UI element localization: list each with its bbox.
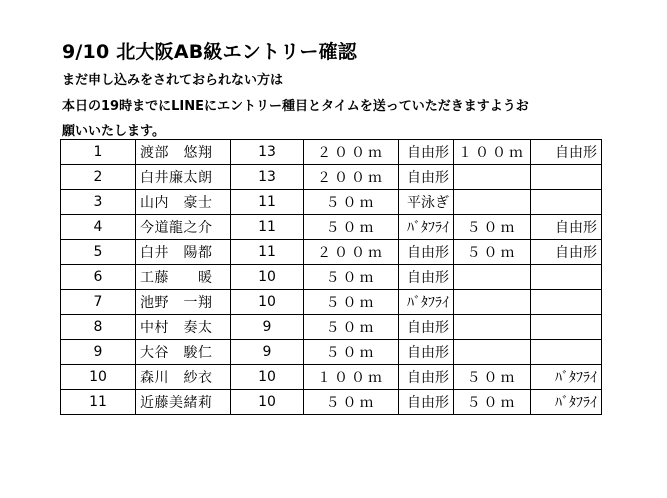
event-2-distance: １００ｍ [454,140,531,165]
swimmer-name: 近藤美緒莉 [136,390,231,415]
event-2-stroke [531,265,602,290]
entry-number: 3 [61,190,136,215]
table-row [61,365,602,390]
table-row [61,215,602,240]
swimmer-grade: 13 [231,165,304,190]
event-2-distance [454,165,531,190]
event-2-distance [454,190,531,215]
event-1-distance: ２００ｍ [304,140,399,165]
event-2-stroke: 自由形 [531,240,602,265]
swimmer-name: 工藤 暖 [136,265,231,290]
event-1-stroke: 自由形 [399,265,454,290]
entry-number: 8 [61,315,136,340]
event-1-distance: ５０ｍ [304,315,399,340]
event-1-distance: ５０ｍ [304,190,399,215]
notice-line-1: まだ申し込みをされておられない方は [62,73,284,88]
event-2-distance [454,265,531,290]
event-2-distance: ５０ｍ [454,390,531,415]
swimmer-grade: 11 [231,240,304,265]
swimmer-name: 山内 豪士 [136,190,231,215]
event-1-stroke: 自由形 [399,140,454,165]
swimmer-name: 池野 一翔 [136,290,231,315]
event-1-stroke: 自由形 [399,315,454,340]
event-2-stroke: ﾊﾞﾀﾌﾗｲ [531,365,602,390]
event-2-stroke [531,165,602,190]
event-2-stroke [531,190,602,215]
swimmer-grade: 9 [231,340,304,365]
table-row [61,315,602,340]
event-1-stroke: 自由形 [399,240,454,265]
entry-number: 6 [61,265,136,290]
entry-number: 1 [61,140,136,165]
swimmer-name: 白井廉太朗 [136,165,231,190]
table-row [61,140,602,165]
swimmer-name: 森川 紗衣 [136,365,231,390]
table-row [61,290,602,315]
entry-number: 2 [61,165,136,190]
swimmer-name: 白井 陽都 [136,240,231,265]
event-2-stroke: 自由形 [531,215,602,240]
entry-number: 4 [61,215,136,240]
event-1-distance: ２００ｍ [304,240,399,265]
entry-number: 7 [61,290,136,315]
table-row [61,165,602,190]
table-row [61,190,602,215]
event-1-stroke: 自由形 [399,340,454,365]
swimmer-grade: 10 [231,390,304,415]
event-1-distance: ２００ｍ [304,165,399,190]
event-2-stroke [531,315,602,340]
event-1-distance: ５０ｍ [304,265,399,290]
event-2-distance [454,290,531,315]
swimmer-grade: 13 [231,140,304,165]
table-row [61,340,602,365]
event-1-distance: ５０ｍ [304,340,399,365]
swimmer-grade: 11 [231,215,304,240]
entry-number: 9 [61,340,136,365]
table-row [61,240,602,265]
swimmer-name: 中村 奏太 [136,315,231,340]
event-1-stroke: 自由形 [399,365,454,390]
swimmer-grade: 11 [231,190,304,215]
event-2-distance [454,315,531,340]
notice-line-3: 願いいたします。 [62,124,165,139]
swimmer-name: 渡部 悠翔 [136,140,231,165]
swimmer-grade: 10 [231,265,304,290]
event-2-stroke [531,290,602,315]
event-2-distance [454,340,531,365]
event-1-stroke: 自由形 [399,390,454,415]
event-1-stroke: ﾊﾞﾀﾌﾗｲ [399,290,454,315]
swimmer-grade: 9 [231,315,304,340]
event-2-stroke: ﾊﾞﾀﾌﾗｲ [531,390,602,415]
event-1-stroke: 平泳ぎ [399,190,454,215]
swimmer-name: 大谷 駿仁 [136,340,231,365]
entry-number: 5 [61,240,136,265]
event-2-stroke: 自由形 [531,140,602,165]
table-row [61,265,602,290]
event-1-distance: ５０ｍ [304,390,399,415]
event-2-distance: ５０ｍ [454,365,531,390]
event-1-distance: ５０ｍ [304,215,399,240]
event-2-distance: ５０ｍ [454,215,531,240]
entry-number: 10 [61,365,136,390]
event-1-stroke: ﾊﾞﾀﾌﾗｲ [399,215,454,240]
page-title: 9/10 北大阪AB級エントリー確認 [62,41,358,63]
event-1-distance: ５０ｍ [304,290,399,315]
event-2-stroke [531,340,602,365]
table-row [61,390,602,415]
notice-line-2: 本日の19時までにLINEにエントリー種目とタイムを送っていただきますようお [62,99,529,114]
event-1-stroke: 自由形 [399,165,454,190]
swimmer-grade: 10 [231,365,304,390]
swimmer-grade: 10 [231,290,304,315]
event-2-distance: ５０ｍ [454,240,531,265]
event-1-distance: １００ｍ [304,365,399,390]
entry-table [60,139,602,415]
swimmer-name: 今道龍之介 [136,215,231,240]
entry-number: 11 [61,390,136,415]
